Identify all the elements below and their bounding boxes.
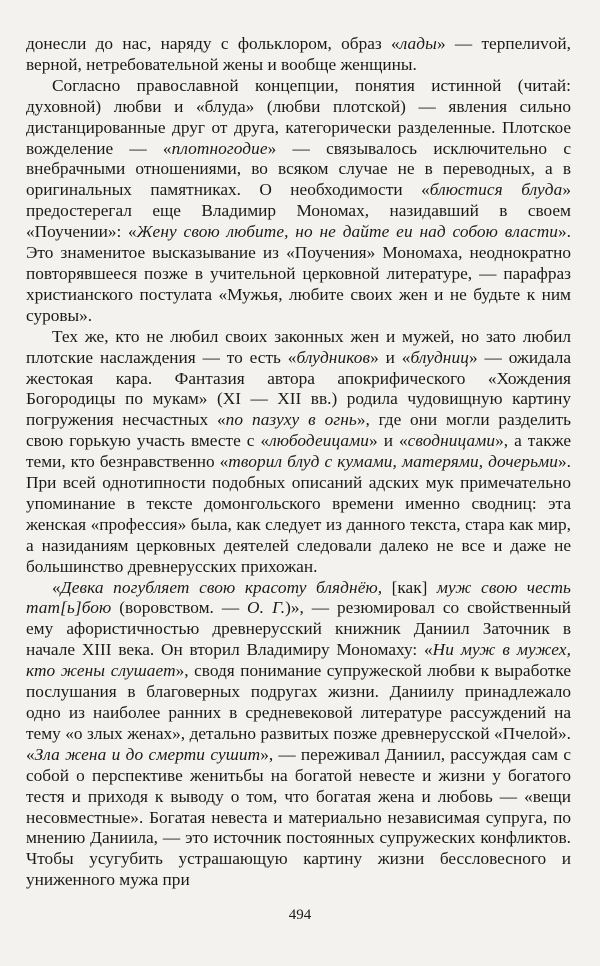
paragraph <box>26 578 571 892</box>
text-run: [как] <box>382 577 437 597</box>
italic-quote: Жену свою любите, но не дайте еи над собою власти <box>136 222 559 242</box>
italic-quote: лады <box>399 34 437 53</box>
text-run: », а также теми, кто безнравственно « <box>26 431 572 472</box>
page-number: 494 <box>288 907 312 923</box>
text-run: », где они могли разделить свою горькую участь вместе с « <box>26 410 571 451</box>
text-run: » — терпелиvой, верной, нетребовательной жены и вообще женщины. <box>26 34 571 74</box>
paragraph <box>26 327 571 578</box>
paragraph <box>26 34 571 76</box>
italic-quote: блудников <box>296 347 371 367</box>
text-run: » — связывалось исключительно с внебрачными отношениями, во всяком случае не в переводных, а в оригинальных памятниках. О необходимости « <box>26 138 571 200</box>
text-run: ». При всей однотипности подобных описаний адских мук примечательно упоминание в тексте домонгольского времени именно сводниц: эта женская «профессия» была, как следует из данного текста, стара как мир, а назиданиям церковных деятелей следовали далеко не все и даже не большинство древнерусских прихожан. <box>26 452 571 576</box>
italic-quote: Девка погубляет свою красоту бляднёю, <box>60 577 383 597</box>
italic-quote: плотногодие <box>171 138 268 158</box>
paragraph <box>26 76 571 327</box>
text-run: », сводя понимание супружеской любви к выработке послушания в благоверных подругах жизни. Даниилу принадлежало одно из наиболее ранних в средневековой литературе рассуждений на тему «о злых женах», детально развитых позже древнерусской «Пчелой». « <box>26 661 571 764</box>
text-run: », — переживал Даниил, рассуждая сам с собой о перспективе женитьбы на богатой невесте и жизни у богатого тестя и приходя к выводу о том, что богатая жена и любовь — «вещи несовместные». Богатая невеста и материально независимая супруга, по мнению Даниила, — это источник постоянных супружеских конфликтов. Чтобы усугубить устрашающую картину жизни бессловесного и униженного мужа при <box>26 744 571 890</box>
text-run: ». Это знаменитое высказывание из «Поучения» Мономаха, неоднократно повторявшееся позже в учительной церковной литературе, — парафраз христианского постулата «Мужья, любите своих жен и не будьте к ним суровы». <box>26 222 571 325</box>
italic-quote: Зла жена и до смерти сушит <box>34 744 261 764</box>
italic-quote: по пазуху в огнь <box>225 410 357 430</box>
body-text <box>26 34 571 891</box>
italic-quote: блудниц <box>410 347 469 367</box>
text-run: « <box>52 577 61 597</box>
italic-quote: сводницами <box>407 431 496 451</box>
text-run: » предостерегал еще Владимир Мономах, назидавший в своем «Поучении»: « <box>26 180 571 242</box>
italic-quote: муж свою честь тат[ь]бою <box>26 577 571 618</box>
text-run: » и « <box>369 431 408 451</box>
text-run: » и « <box>370 347 411 367</box>
italic-quote: любодеицами <box>269 431 370 451</box>
text-run: )», — резюмировал со свойственный ему афористичностью древнерусский книжник Даниил Заточник в начале XIII века. Он вторил Владимиру Мономаху: « <box>26 598 571 660</box>
text-run: Тех же, кто не любил своих законных жен и мужей, но зато любил плотские наслаждения — то есть « <box>26 326 571 367</box>
text-run: Согласно православной концепции, понятия истинной (читай: духовной) любви и «блуда» (любви плотской) — явления сильно дистанцированные друг от друга, категорически разделенные. Плотское вожделение — « <box>26 75 571 158</box>
italic-quote: блюстися блуда <box>429 180 563 200</box>
text-run: (воровством. — <box>111 598 248 618</box>
text-run: донесли до нас, наряду с фольклором, образ « <box>26 34 400 53</box>
text-run: » — ожидала жестокая кара. Фантазия автора апокрифического «Хождения Богородицы по мукам» (XI — XII вв.) родила чудовищную картину погружения несчастных « <box>26 347 572 430</box>
italic-quote: творил блуд с кумами, матерями, дочерьми <box>228 452 559 472</box>
italic-quote: Ни муж в мужех, кто жены слушает <box>26 640 571 681</box>
italic-quote: О. Г. <box>247 598 286 618</box>
